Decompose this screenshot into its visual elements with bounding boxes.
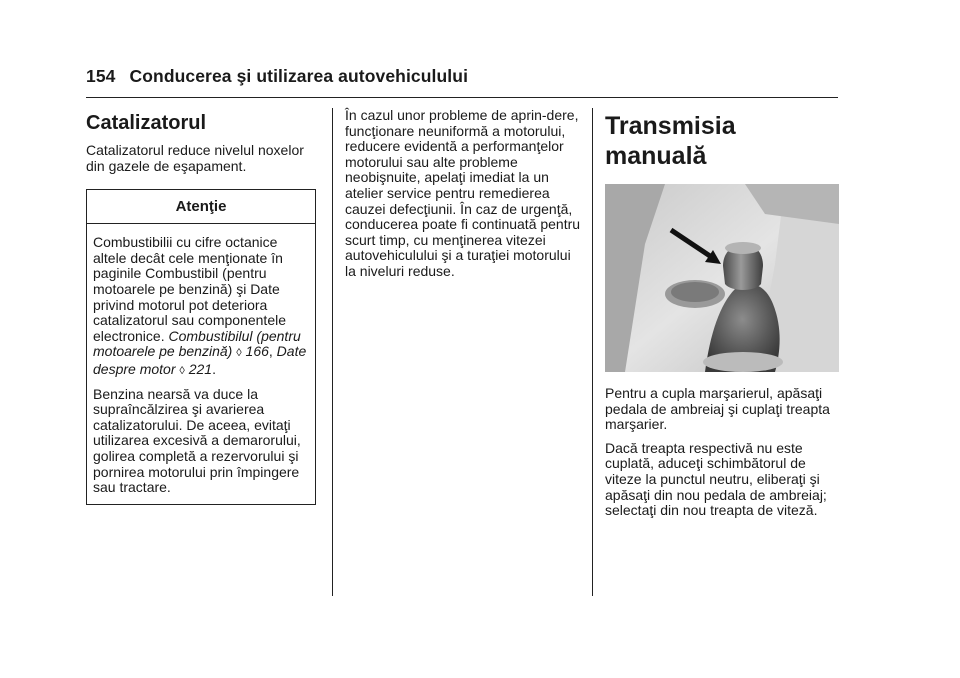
engine-data-reference-page: 221 [188,360,213,377]
gear-shift-lever-photo [605,184,839,372]
ref-separator: , [268,343,273,360]
ignition-problems-paragraph: În cazul unor probleme de aprin-dere, funcţionare neuniformă a motorului, reducere evidentă a performanţelor motorului sau alte probleme neobişnuite, apelaţi imediat la un atelier service pentru remedierea cauzei defecţiunii. În caz de urgenţă, conducerea poate fi continuată pentru scurt timp, cu menţinerea vitezei autovehiculului şi a turaţiei motorului la niveluri reduse. [345,107,581,279]
section-heading-catalizatorul: Catalizatorul [86,112,207,134]
page-ref-icon: ◊ [236,347,242,360]
fuel-reference-page: 166 [245,343,269,360]
chapter-title: Conducerea şi utilizarea autovehiculului [129,66,469,86]
ref-end: . [212,360,216,377]
fuel-reference-text: Combustibilul (pentru motoarele pe benzină) [93,327,301,360]
column-continuation [345,108,581,280]
column-divider-2 [592,108,593,596]
warning-body [87,224,315,504]
warning-title: Atenţie [87,190,315,224]
warning-paragraph-2: Benzina nearsă va duce la supraîncălzirea şi avarierea catalizatorului. De aceea, evitaţi utilizarea excesivă a demarorului, golirea completă a rezervorului şi pornirea motorului prin împingere sau tractare. [93,385,301,496]
page-number: 154 [86,66,116,86]
gear-retry-instruction: Dacă treapta respectivă nu este cuplată, aduceţi schimbătorul de viteze la punctul neutru, eliberaţi şi apăsaţi din nou pedala de ambreiaj; selectaţi din nou treapta de viteză. [605,439,827,519]
column-divider-1 [332,108,333,596]
warning-box [86,189,316,505]
warning-paragraph-1 [93,235,309,379]
header-rule [86,97,838,98]
page-header [86,66,468,87]
engine-data-reference-text: Date despre motor [93,343,307,377]
page-ref-icon: ◊ [179,364,185,377]
column-transmisia [605,108,841,519]
reverse-gear-instruction: Pentru a cupla marşarierul, apăsaţi pedala de ambreiaj şi cuplaţi treapta marşarier. [605,385,830,433]
intro-paragraph: Catalizatorul reduce nivelul noxelor din gazele de eşapament. [86,142,304,174]
column-catalizatorul [86,108,322,505]
section-heading-transmisia: Transmisia manuală [605,112,736,170]
warning-text-1: Combustibilii cu cifre octanice altele decât cele menţionate în paginile Combustibil (pentru motoarele pe benzină) şi Date privind motorul pot deteriora catalizatorul sau componentele electronice. [93,234,287,344]
